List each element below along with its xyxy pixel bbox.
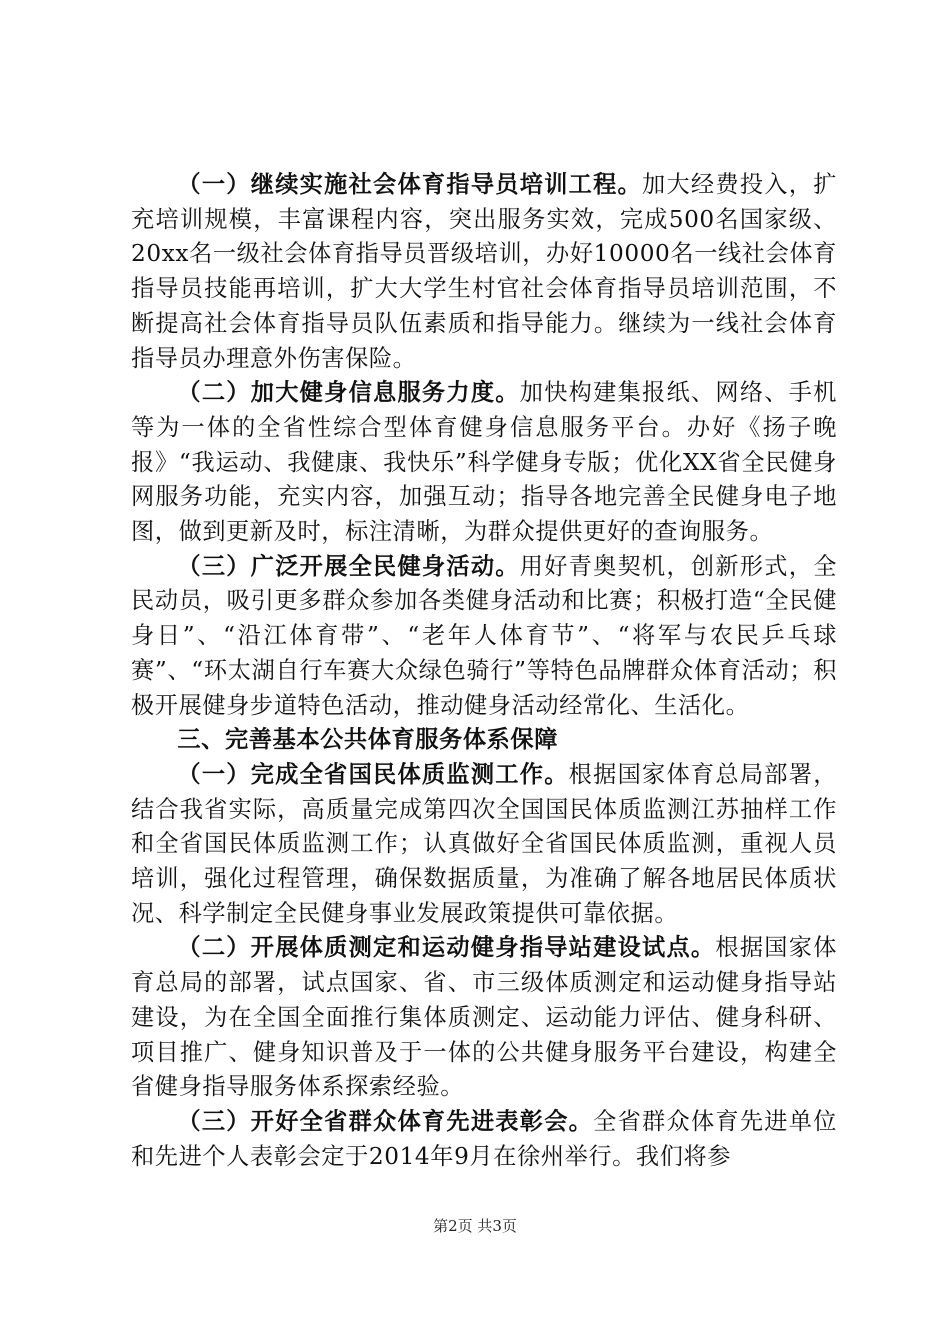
paragraph-text: 加快构建集报纸、网络、手机等为一体的全省性综合型体育健身信息服务平台。办好《扬子晚报》“我运动、我健康、我快乐”科学健身专版；优化XX省全民健身网服务功能，充实内容，加强互动；指导各地完善全民健身电子地图，做到更新及时，标注清晰，为群众提供更好的查询服务。 [131, 379, 837, 546]
paragraph-fitness-activities [131, 550, 837, 724]
paragraph-training [131, 168, 837, 376]
paragraph-text: 全省群众体育先进单位和先进个人表彰会定于2014年9月在徐州举行。我们将参 [131, 1107, 838, 1170]
paragraph-text: 根据国家体育总局的部署，试点国家、省、市三级体质测定和运动健身指导站建设，为在全国全面推行集体质测定、运动能力评估、健身科研、项目推广、健身知识普及于一体的公共健身服务平台建设，构建全省健身指导服务体系探索经验。 [131, 934, 837, 1101]
paragraph-text: 用好青奥契机，创新形式，全民动员，吸引更多群众参加各类健身活动和比赛；积极打造“全民健身日”、“沿江体育带”、“老年人体育节”、“将军与农民乒乓球赛”、“环太湖自行车赛大众绿色骑行”等特色品牌群众体育活动；积极开展健身步道特色活动，推动健身活动经常化、生活化。 [131, 552, 837, 719]
paragraph-lead: （一）继续实施社会体育指导员培训工程。 [177, 171, 643, 198]
paragraph-info-service [131, 376, 837, 550]
paragraph-physique-monitoring [131, 758, 837, 932]
paragraph-commendation [131, 1105, 837, 1174]
paragraph-text: 加大经费投入，扩充培训规模，丰富课程内容，突出服务实效，完成500名国家级、20xx名一级社会体育指导员晋级培训，办好10000名一线社会体育指导员技能再培训，扩大大学生村官社会体育指导员培训范围，不断提高社会体育指导员队伍素质和指导能力。继续为一线社会体育指导员办理意外伤害保险。 [131, 171, 837, 372]
document-body [131, 168, 837, 1174]
paragraph-lead: （二）开展体质测定和运动健身指导站建设试点。 [177, 934, 716, 962]
paragraph-lead: （一）完成全省国民体质监测工作。 [177, 760, 569, 788]
paragraph-lead: （二）加大健身信息服务力度。 [177, 379, 520, 407]
paragraph-lead: （三）广泛开展全民健身活动。 [177, 552, 520, 580]
page-number-footer: 第2页 共3页 [433, 1217, 517, 1235]
paragraph-text: 根据国家体育总局部署，结合我省实际，高质量完成第四次全国国民体质监测江苏抽样工作和全省国民体质监测工作；认真做好全省国民体质监测，重视人员培训，强化过程管理，确保数据质量，为准确了解各地居民体质状况、科学制定全民健身事业发展政策提供可靠依据。 [131, 760, 837, 927]
section-heading: 三、完善基本公共体育服务体系保障 [177, 726, 558, 754]
paragraph-lead: （三）开好全省群众体育先进表彰会。 [177, 1107, 594, 1135]
paragraph-guidance-stations [131, 931, 837, 1105]
